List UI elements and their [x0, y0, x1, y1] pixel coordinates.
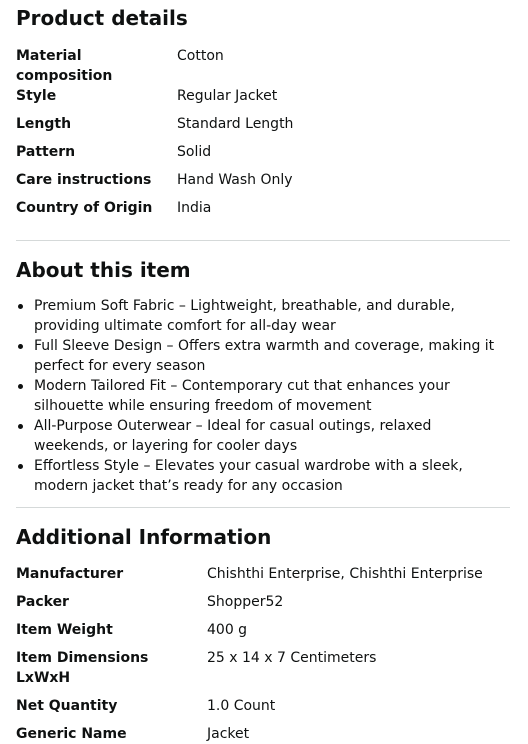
product-details-row: [16, 198, 510, 218]
additional-info-row: [16, 592, 510, 620]
info-value: Jacket: [207, 726, 250, 742]
product-details-row: [16, 170, 510, 198]
list-item: [34, 336, 510, 376]
about-heading: About this item: [16, 258, 191, 282]
info-key: Net Quantity: [16, 698, 118, 714]
detail-key: Country of Origin: [16, 200, 153, 216]
bullet-text: All-Purpose Outerwear – Ideal for casual outings, relaxed weekends, or layering for cooler days: [34, 418, 432, 454]
additional-info-row: [16, 696, 510, 724]
additional-info-row: [16, 648, 510, 696]
info-value: 25 x 14 x 7 Centimeters: [207, 650, 377, 666]
additional-info-section: [16, 525, 510, 744]
product-details-row: [16, 86, 510, 114]
detail-key: Material composition: [16, 48, 113, 84]
detail-key: Care instructions: [16, 172, 152, 188]
product-details-table: [16, 46, 510, 218]
detail-key: Length: [16, 116, 72, 132]
additional-info-row: [16, 564, 510, 592]
detail-key: Pattern: [16, 144, 76, 160]
list-item: [34, 296, 510, 336]
product-details-row: [16, 46, 510, 86]
bullet-text: Full Sleeve Design – Offers extra warmth and coverage, making it perfect for every season: [34, 338, 495, 374]
info-key: Manufacturer: [16, 566, 124, 582]
list-item: [34, 456, 510, 496]
info-value: 400 g: [207, 622, 248, 638]
section-divider: [16, 507, 510, 508]
product-details-heading: Product details: [16, 6, 188, 30]
detail-value: Regular Jacket: [177, 88, 278, 104]
section-divider: [16, 240, 510, 241]
info-key: Item Dimensions LxWxH: [16, 650, 149, 686]
bullet-text: Modern Tailored Fit – Contemporary cut that enhances your silhouette while ensuring freedom of movement: [34, 378, 450, 414]
detail-value: Hand Wash Only: [177, 172, 293, 188]
bullet-icon: [18, 464, 23, 469]
additional-info-heading: Additional Information: [16, 525, 272, 549]
bullet-icon: [18, 304, 23, 309]
detail-value: Solid: [177, 144, 212, 160]
about-section: [16, 258, 510, 496]
info-value: Shopper52: [207, 594, 284, 610]
additional-info-row: [16, 620, 510, 648]
info-value: 1.0 Count: [207, 698, 276, 714]
detail-value: India: [177, 200, 212, 216]
info-key: Packer: [16, 594, 69, 610]
list-item: [34, 416, 510, 456]
about-bullet-list: [16, 296, 510, 496]
bullet-icon: [18, 344, 23, 349]
info-key: Item Weight: [16, 622, 113, 638]
detail-value: Standard Length: [177, 116, 294, 132]
list-item: [34, 376, 510, 416]
bullet-text: Effortless Style – Elevates your casual wardrobe with a sleek, modern jacket that’s ready for any occasion: [34, 458, 463, 494]
bullet-icon: [18, 424, 23, 429]
product-details-row: [16, 114, 510, 142]
product-info-panel: [16, 0, 510, 744]
additional-info-table: [16, 564, 510, 744]
detail-value: Cotton: [177, 48, 224, 64]
additional-info-row: [16, 724, 510, 744]
product-details-row: [16, 142, 510, 170]
product-details-section: [16, 0, 510, 218]
bullet-icon: [18, 384, 23, 389]
bullet-text: Premium Soft Fabric – Lightweight, breathable, and durable, providing ultimate comfort for all-day wear: [34, 298, 455, 334]
info-key: Generic Name: [16, 726, 127, 742]
detail-key: Style: [16, 88, 57, 104]
info-value: Chishthi Enterprise, Chishthi Enterprise: [207, 566, 483, 582]
